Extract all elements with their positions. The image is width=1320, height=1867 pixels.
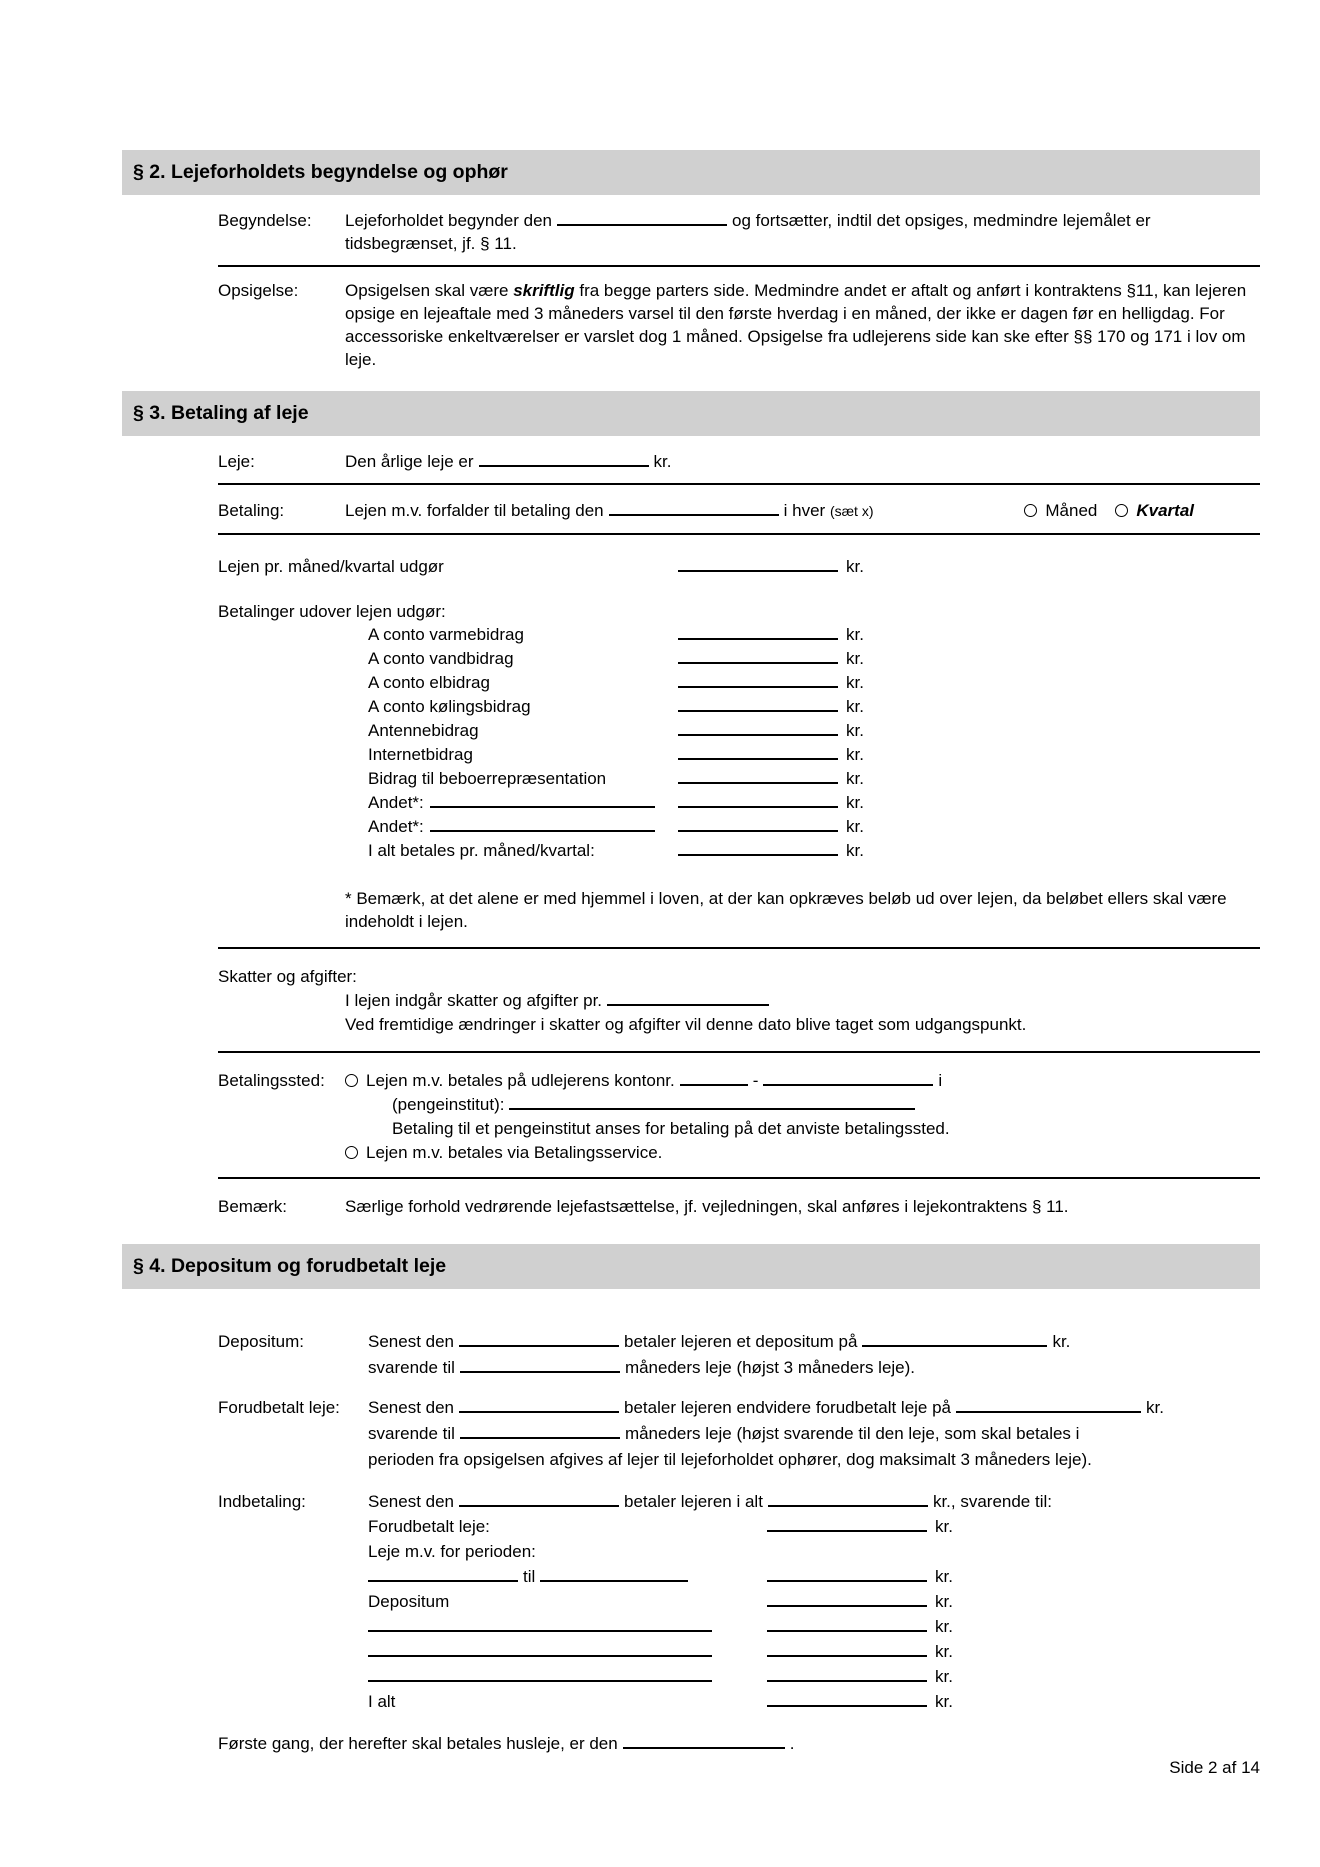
periode-til-text: til xyxy=(523,1567,536,1586)
andet-2-description-blank[interactable] xyxy=(430,816,655,832)
indbetaling-ialt-blank[interactable] xyxy=(768,1491,928,1507)
indbetaling-subrow-periode-datoer xyxy=(368,1564,1260,1589)
extra-2-amount-blank[interactable] xyxy=(767,1641,927,1657)
forudbetalt-line-3: perioden fra opsigelsen afgives af lejer til lejeforholdet ophører, dog maksimalt 3 måneders leje). xyxy=(368,1450,1092,1469)
beboerrepraesentation-amount-blank[interactable] xyxy=(678,768,838,784)
indbetaling-subrow-extra-1 xyxy=(368,1614,1260,1639)
betalingssted-option-2-text: Lejen m.v. betales via Betalingsservice. xyxy=(366,1143,663,1162)
section-2-header-bar xyxy=(122,150,1260,195)
subrow-unit: kr. xyxy=(935,1692,953,1711)
begyndelse-label: Begyndelse: xyxy=(218,211,312,230)
section-2-title: § 2. Lejeforholdets begyndelse og ophør xyxy=(133,161,508,183)
opsigelse-text xyxy=(345,279,1260,371)
vandbidrag-amount-blank[interactable] xyxy=(678,648,838,664)
depositum-label: Depositum: xyxy=(218,1332,304,1351)
item-row-koeling xyxy=(368,695,1260,719)
foerste-gang-dato-blank[interactable] xyxy=(623,1733,785,1749)
item-unit: kr. xyxy=(846,649,864,668)
subrow-unit: kr. xyxy=(935,1517,953,1536)
andet-1-description-blank[interactable] xyxy=(430,792,655,808)
depositum-body xyxy=(368,1329,1260,1381)
skatter-label: Skatter og afgifter: xyxy=(218,967,357,986)
betaling-items-list xyxy=(122,623,1260,863)
page-number: Side 2 af 14 xyxy=(1169,1758,1260,1777)
item-label: Bidrag til beboerrepræsentation xyxy=(368,769,607,788)
divider xyxy=(218,947,1260,949)
depositum-text-2b: måneders leje (højst 3 måneders leje). xyxy=(624,1358,916,1377)
asterisk-note: * Bemærk, at det alene er med hjemmel i loven, at der kan opkræves beløb ud over lejen, da beløbet ellers skal være indeholdt i lejen. xyxy=(345,889,1227,931)
konto-radio[interactable] xyxy=(345,1074,358,1087)
divider xyxy=(218,533,1260,535)
internetbidrag-amount-blank[interactable] xyxy=(678,744,838,760)
forudbetalt-label: Forudbetalt leje: xyxy=(218,1398,340,1417)
item-row-andet-2 xyxy=(368,815,1260,839)
extra-1-amount-blank[interactable] xyxy=(767,1616,927,1632)
depositum-text-1a: Senest den xyxy=(368,1332,455,1351)
saet-x-hint: (sæt x) xyxy=(829,503,874,519)
forudbetalt-text-1a: Senest den xyxy=(368,1398,455,1417)
indbetaling-body xyxy=(368,1489,1260,1714)
item-label: A conto elbidrag xyxy=(368,673,490,692)
leje-label: Leje: xyxy=(218,452,255,471)
leje-pr-periode-text: Lejen pr. måned/kvartal udgør xyxy=(218,557,444,576)
indbetaling-forudbetalt-amount-blank[interactable] xyxy=(767,1516,927,1532)
depositum-text-2a: svarende til xyxy=(368,1358,455,1377)
skatter-block xyxy=(122,965,1260,1037)
item-row-internet xyxy=(368,743,1260,767)
item-unit: kr. xyxy=(846,673,864,692)
aarlig-leje-blank[interactable] xyxy=(479,451,649,467)
skatter-line-1 xyxy=(122,989,1260,1013)
divider xyxy=(218,483,1260,485)
maaned-radio[interactable] xyxy=(1024,504,1037,517)
foerste-gang-text: Første gang, der herefter skal betales husleje, er den xyxy=(218,1734,618,1753)
betalingssted-body xyxy=(345,1069,1260,1165)
elbidrag-amount-blank[interactable] xyxy=(678,672,838,688)
andet-2-amount-blank[interactable] xyxy=(678,816,838,832)
extra-3-description-blank[interactable] xyxy=(368,1666,712,1682)
begyndelse-text-before: Lejeforholdet begynder den xyxy=(345,211,552,230)
indbetaling-row xyxy=(122,1489,1260,1714)
foerste-gang-line xyxy=(122,1732,1260,1755)
indbetaling-text-1c: kr., svarende til: xyxy=(932,1492,1052,1511)
indbetaling-subrow-extra-3 xyxy=(368,1664,1260,1689)
subrow-unit: kr. xyxy=(935,1617,953,1636)
item-unit: kr. xyxy=(846,817,864,836)
betalingssted-option-1 xyxy=(345,1069,1260,1093)
indbetaling-subrow-forudbetalt xyxy=(368,1514,1260,1539)
divider xyxy=(218,265,1260,267)
betalingssted-option-1-text: Lejen m.v. betales på udlejerens kontonr. xyxy=(366,1071,675,1090)
skatter-text-1: I lejen indgår skatter og afgifter pr. xyxy=(345,991,603,1010)
leje-row xyxy=(122,450,1260,473)
betalingssted-label: Betalingssted: xyxy=(218,1071,325,1090)
depositum-maaneder-blank[interactable] xyxy=(460,1357,620,1373)
subrow-unit: kr. xyxy=(935,1667,953,1686)
skatter-line-2: Ved fremtidige ændringer i skatter og afgifter vil denne dato blive taget som udgangspunkt. xyxy=(345,1015,1027,1034)
pengeinstitut-line xyxy=(345,1093,1260,1117)
forudbetalt-line-2 xyxy=(368,1421,1260,1447)
depositum-row xyxy=(122,1329,1260,1381)
leje-pr-periode-row xyxy=(122,555,1260,578)
section-2 xyxy=(122,150,1260,371)
periode-fra-blank[interactable] xyxy=(368,1566,518,1582)
bemaerk-text: Særlige forhold vedrørende lejefastsættelse, jf. vejledningen, skal anføres i lejekontraktens § 11. xyxy=(345,1197,1069,1216)
opsigelse-row xyxy=(122,279,1260,371)
begyndelse-text-after: og fortsætter, indtil det opsiges, medmindre lejemålet er tidsbegrænset, jf. § 11. xyxy=(345,211,1151,253)
section-3-header-bar xyxy=(122,391,1260,436)
item-unit: kr. xyxy=(846,745,864,764)
item-row-vand xyxy=(368,647,1260,671)
indbetaling-line-1 xyxy=(368,1489,1260,1514)
kvartal-radio[interactable] xyxy=(1115,504,1128,517)
indbetaling-text-1b: betaler lejeren i alt xyxy=(624,1492,763,1511)
periode-amount-blank[interactable] xyxy=(767,1566,927,1582)
forudbetalt-text-1b: betaler lejeren endvidere forudbetalt leje på xyxy=(624,1398,952,1417)
divider xyxy=(218,1177,1260,1179)
section-4-title: § 4. Depositum og forudbetalt leje xyxy=(133,1255,447,1277)
depositum-line-1 xyxy=(368,1329,1260,1355)
indbetaling-subrow-ialt xyxy=(368,1689,1260,1714)
divider xyxy=(218,1051,1260,1053)
item-row-varme xyxy=(368,623,1260,647)
ialt-amount-blank[interactable] xyxy=(678,840,838,856)
extra-1-description-blank[interactable] xyxy=(368,1616,712,1632)
indbetaling-subrow-depositum xyxy=(368,1589,1260,1614)
forudbetalt-text-2a: svarende til xyxy=(368,1424,455,1443)
item-row-andet-1 xyxy=(368,791,1260,815)
subrow-unit: kr. xyxy=(935,1567,953,1586)
skatter-label-row xyxy=(122,965,1260,989)
section-4-header-bar xyxy=(122,1244,1260,1289)
forudbetalt-body xyxy=(368,1395,1260,1473)
subrow-label: Forudbetalt leje: xyxy=(368,1517,490,1536)
leje-text xyxy=(345,450,1260,473)
indbetaling-subrow-periode xyxy=(368,1539,1260,1564)
item-unit: kr. xyxy=(846,769,864,788)
section-3-title: § 3. Betaling af leje xyxy=(133,402,309,424)
indbetaling-text-1a: Senest den xyxy=(368,1492,455,1511)
udover-heading: Betalinger udover lejen udgør: xyxy=(218,602,446,621)
forudbetalt-unit: kr. xyxy=(1146,1398,1164,1417)
betaling-row xyxy=(122,499,1260,523)
foerste-gang-period: . xyxy=(789,1734,795,1753)
begyndelse-text xyxy=(345,209,1260,255)
item-label: Andet*: xyxy=(368,817,424,836)
kvartal-radio-label: Kvartal xyxy=(1136,501,1194,520)
betaling-label: Betaling: xyxy=(218,501,285,520)
antennebidrag-amount-blank[interactable] xyxy=(678,720,838,736)
begyndelse-row xyxy=(122,209,1260,255)
subrow-label: Depositum xyxy=(368,1592,450,1611)
skatter-dato-blank[interactable] xyxy=(607,990,769,1006)
begyndelse-date-blank[interactable] xyxy=(557,210,727,226)
depositum-beloeb-blank[interactable] xyxy=(862,1331,1047,1347)
pengeinstitut-label: (pengeinstitut): xyxy=(392,1095,505,1114)
leje-pr-periode-unit: kr. xyxy=(846,557,864,576)
subrow-label: I alt xyxy=(368,1692,396,1711)
konto-dash: - xyxy=(752,1071,759,1090)
betalingsservice-radio[interactable] xyxy=(345,1146,358,1159)
opsigelse-label: Opsigelse: xyxy=(218,281,299,300)
betaling-text xyxy=(345,499,1260,523)
periode-til-blank[interactable] xyxy=(540,1566,688,1582)
betaling-text-before: Lejen m.v. forfalder til betaling den xyxy=(345,501,604,520)
depositum-text-1b: betaler lejeren et depositum på xyxy=(624,1332,858,1351)
forudbetalt-leje-row xyxy=(122,1395,1260,1473)
depositum-unit: kr. xyxy=(1052,1332,1071,1351)
betalingssted-note: Betaling til et pengeinstitut anses for betaling på det anviste betalingssted. xyxy=(392,1119,950,1138)
indbetaling-dato-blank[interactable] xyxy=(459,1491,619,1507)
leje-pr-periode-blank[interactable] xyxy=(678,556,838,572)
opsigelse-text-1: Opsigelsen skal være xyxy=(345,281,509,300)
indbetaling-depositum-amount-blank[interactable] xyxy=(767,1591,927,1607)
leje-text-before: Den årlige leje er xyxy=(345,452,474,471)
subrow-unit: kr. xyxy=(935,1642,953,1661)
section-3 xyxy=(122,391,1260,1218)
item-row-ialt xyxy=(368,839,1260,863)
opsigelse-emphasis: skriftlig xyxy=(513,281,575,300)
varmebidrag-amount-blank[interactable] xyxy=(678,624,838,640)
item-row-beboerrep xyxy=(368,767,1260,791)
item-row-el xyxy=(368,671,1260,695)
section-4 xyxy=(122,1244,1260,1755)
betalingssted-option-1-tail: i xyxy=(938,1071,943,1090)
leje-unit: kr. xyxy=(653,452,672,471)
depositum-line-2 xyxy=(368,1355,1260,1381)
forudbetalt-beloeb-blank[interactable] xyxy=(956,1397,1141,1413)
item-label: Antennebidrag xyxy=(368,721,479,740)
koelingsbidrag-amount-blank[interactable] xyxy=(678,696,838,712)
subrow-unit: kr. xyxy=(935,1592,953,1611)
indbetaling-label: Indbetaling: xyxy=(218,1492,306,1511)
item-label: A conto varmebidrag xyxy=(368,625,524,644)
forudbetalt-line-1 xyxy=(368,1395,1260,1421)
konto-regnr-blank[interactable] xyxy=(680,1070,748,1086)
betaling-period-options xyxy=(1024,499,1194,522)
forudbetalt-text-2b: måneders leje (højst svarende til den leje, som skal betales i xyxy=(624,1424,1080,1443)
item-row-antenne xyxy=(368,719,1260,743)
konto-nr-blank[interactable] xyxy=(763,1070,933,1086)
item-label: Internetbidrag xyxy=(368,745,473,764)
extra-2-description-blank[interactable] xyxy=(368,1641,712,1657)
item-unit: kr. xyxy=(846,697,864,716)
bemaerk-label: Bemærk: xyxy=(218,1197,287,1216)
bemaerk-row xyxy=(122,1195,1260,1218)
betaling-text-mid: i hver xyxy=(783,501,826,520)
item-unit: kr. xyxy=(846,625,864,644)
pengeinstitut-blank[interactable] xyxy=(509,1094,915,1110)
item-label: I alt betales pr. måned/kvartal: xyxy=(368,841,595,860)
item-label: Andet*: xyxy=(368,793,424,812)
forudbetalt-dato-blank[interactable] xyxy=(459,1397,619,1413)
forudbetalt-maaneder-blank[interactable] xyxy=(460,1423,620,1439)
subrow-label: Leje m.v. for perioden: xyxy=(368,1542,536,1561)
andet-1-amount-blank[interactable] xyxy=(678,792,838,808)
item-unit: kr. xyxy=(846,841,864,860)
betalingssted-option-2 xyxy=(345,1141,1260,1165)
opsigelse-text-2: fra begge parters side. Medmindre andet er aftalt og anført i kontraktens §11, kan lejeren opsige en lejeaftale med 3 måneders varsel til den første hverdag i en måned, der ikke er dagen før en helligdag. For accessoriske enkeltværelser er varslet dog 1 måned. Opsigelse fra udlejerens side kan ske efter §§ 170 og 171 i lov om leje. xyxy=(345,281,1247,369)
item-label: A conto vandbidrag xyxy=(368,649,514,668)
item-label: A conto kølingsbidrag xyxy=(368,697,531,716)
maaned-radio-label: Måned xyxy=(1045,501,1098,520)
item-unit: kr. xyxy=(846,721,864,740)
betalingssted-row xyxy=(122,1069,1260,1165)
page-content xyxy=(122,150,1260,1755)
indbetaling-total-amount-blank[interactable] xyxy=(767,1691,927,1707)
extra-3-amount-blank[interactable] xyxy=(767,1666,927,1682)
betaling-dag-blank[interactable] xyxy=(609,500,779,516)
depositum-dato-blank[interactable] xyxy=(459,1331,619,1347)
item-unit: kr. xyxy=(846,793,864,812)
indbetaling-subrow-extra-2 xyxy=(368,1639,1260,1664)
